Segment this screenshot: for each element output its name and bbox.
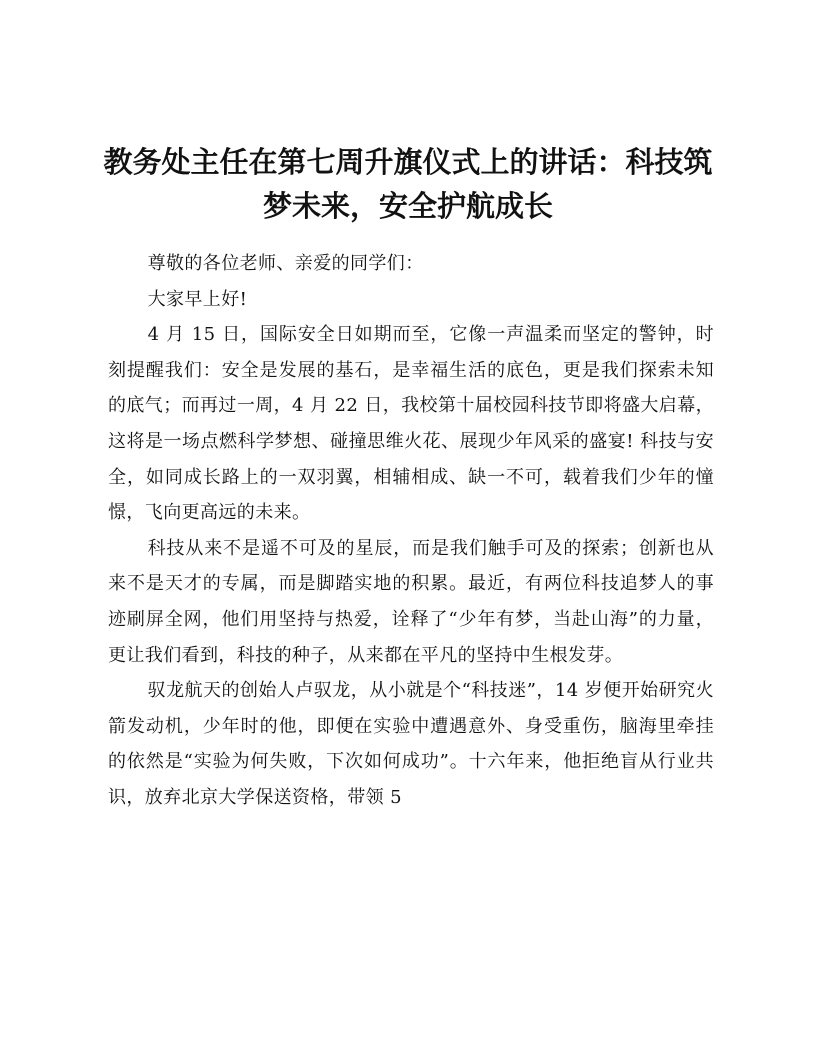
salutation: 尊敬的各位老师、亲爱的同学们： <box>147 253 424 274</box>
greeting: 大家早上好! <box>147 288 248 310</box>
document-body <box>108 246 714 816</box>
paragraph-tech-dreams: 科技从来不是遥不可及的星辰，而是我们触手可及的探索；创新也从来不是天才的专属，而是脚踏实地的积累。最近，有两位科技追梦人的事迹刷屏全网，他们用坚持与热爱，诠释了“少年有梦，当赴山海”的力量，更让我们看到，科技的种子，从来都在平凡的坚持中生根发芽。 <box>108 537 714 666</box>
paragraph-lu-yulong: 驭龙航天的创始人卢驭龙，从小就是个“科技迷”，14 岁便开始研究火箭发动机，少年时的他，即便在实验中遭遇意外、身受重伤，脑海里牵挂的依然是“实验为何失败，下次如何成功”。十六年来，他拒绝盲从行业共识，放弃北京大学保送资格，带领 5 <box>108 680 714 808</box>
document-title: 教务处主任在第七周升旗仪式上的讲话：科技筑梦未来，安全护航成长 <box>103 145 713 223</box>
paragraph-safety-day: 4 月 15 日，国际安全日如期而至，它像一声温柔而坚定的警钟，时刻提醒我们：安全是发展的基石，是幸福生活的底色，更是我们探索未知的底气；而再过一周，4 月 22 日，我校第十届校园科技节即将盛大启幕，这将是一场点燃科学梦想、碰撞思维火花、展现少年风采的盛宴! 科技与安全，如同成长路上的一双羽翼，相辅相成、缺一不可，载着我们少年的憧憬，飞向更高远的未来。 <box>108 324 714 524</box>
